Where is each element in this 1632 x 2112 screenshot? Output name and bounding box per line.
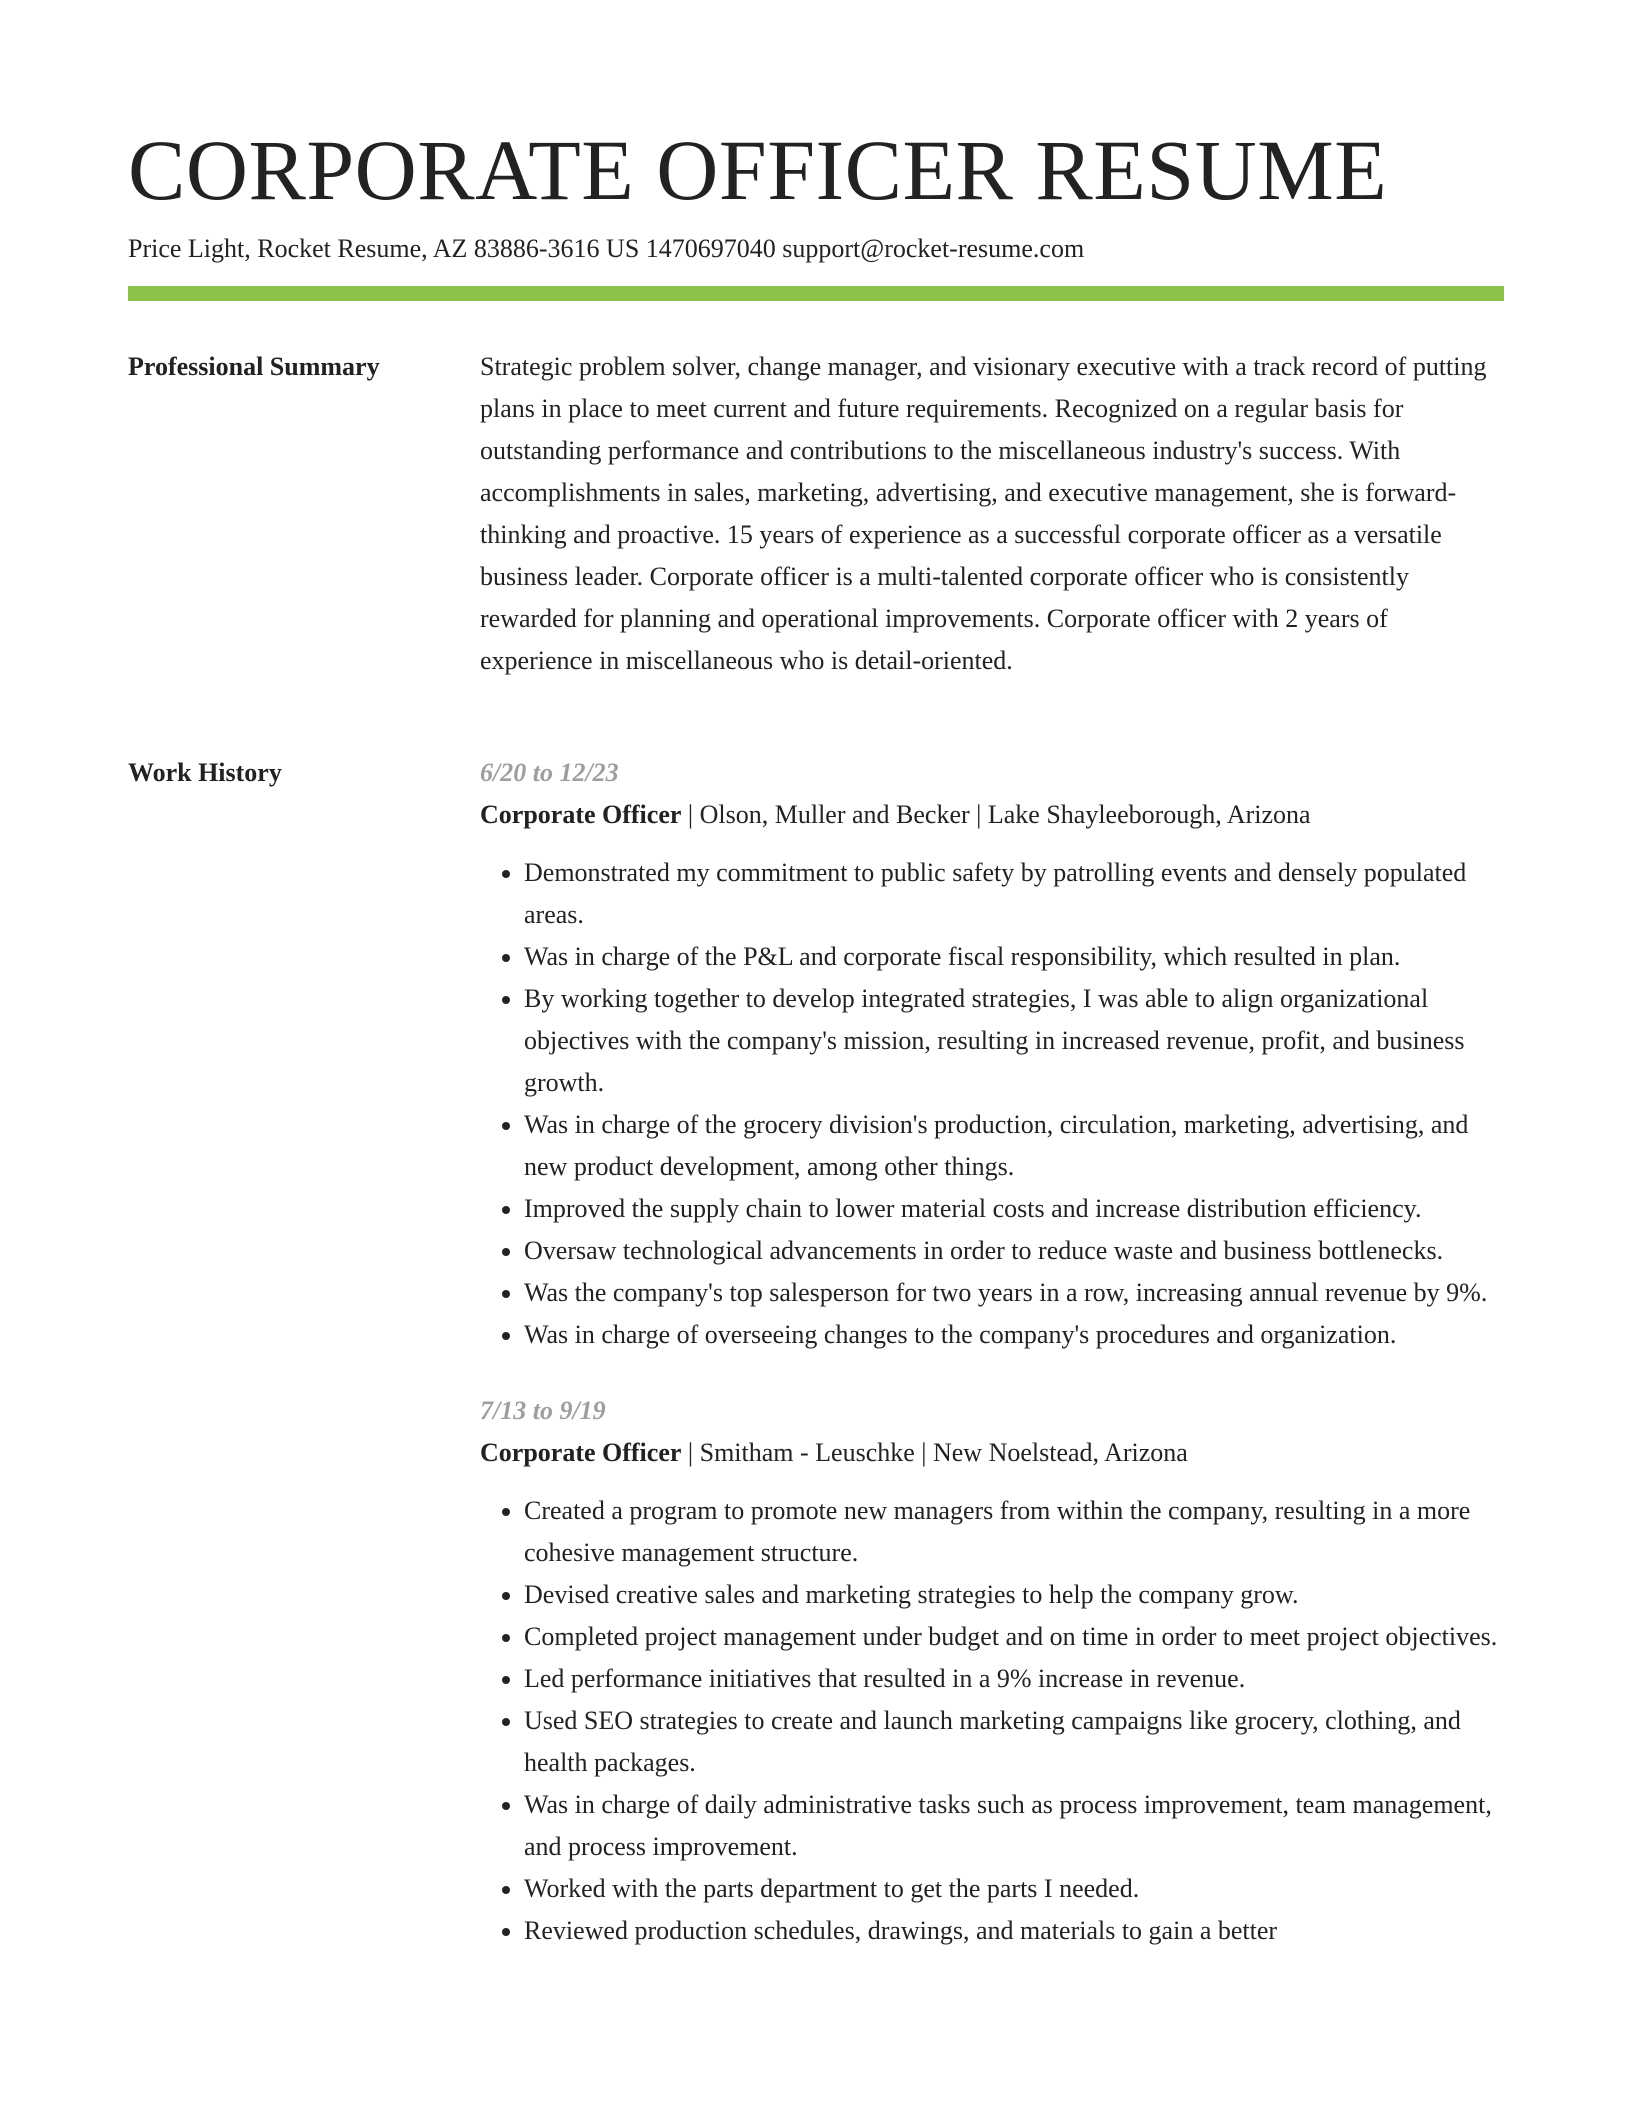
job-details: | Olson, Muller and Becker | Lake Shayleeborough, Arizona xyxy=(681,800,1311,829)
job-bullets xyxy=(480,852,1504,1356)
contact-line: Price Light, Rocket Resume, AZ 83886-3616 US 1470697040 support@rocket-resume.com xyxy=(128,234,1085,263)
job-entry xyxy=(480,752,1504,1356)
bullet-item: • Created a program to promote new managers from within the company, resulting in a more cohesive management structure. xyxy=(524,1490,1504,1574)
bullet-item: • Improved the supply chain to lower material costs and increase distribution efficiency. xyxy=(524,1188,1504,1230)
section-label-work-history: Work History xyxy=(128,758,282,787)
section-label-summary: Professional Summary xyxy=(128,352,380,381)
bullet-item: • Led performance initiatives that resulted in a 9% increase in revenue. xyxy=(524,1658,1504,1700)
bullet-item: • By working together to develop integrated strategies, I was able to align organizational objectives with the company's mission, resulting in increased revenue, profit, and business growth. xyxy=(524,978,1504,1104)
bullet-item: • Oversaw technological advancements in order to reduce waste and business bottlenecks. xyxy=(524,1230,1504,1272)
job-entry xyxy=(480,1390,1504,1952)
bullet-item: • Devised creative sales and marketing strategies to help the company grow. xyxy=(524,1574,1504,1616)
bullet-item: • Completed project management under budget and on time in order to meet project objectives. xyxy=(524,1616,1504,1658)
job-title: Corporate Officer xyxy=(480,1438,682,1467)
summary-body xyxy=(480,346,1504,682)
job-title: Corporate Officer xyxy=(480,800,682,829)
bullet-item: • Was in charge of the P&L and corporate fiscal responsibility, which resulted in plan. xyxy=(524,936,1504,978)
resume-title: CORPORATE OFFICER RESUME xyxy=(128,122,1388,218)
job-bullets xyxy=(480,1490,1504,1952)
accent-divider xyxy=(128,286,1504,301)
job-title-line xyxy=(480,794,1504,836)
job-details: | Smitham - Leuschke | New Noelstead, Arizona xyxy=(681,1438,1188,1467)
job-title-line xyxy=(480,1432,1504,1474)
job-dates: 6/20 to 12/23 xyxy=(480,758,619,787)
bullet-item: • Was the company's top salesperson for two years in a row, increasing annual revenue by 9%. xyxy=(524,1272,1504,1314)
bullet-item: • Was in charge of the grocery division's production, circulation, marketing, advertising, and new product development, among other things. xyxy=(524,1104,1504,1188)
summary-text: Strategic problem solver, change manager, and visionary executive with a track record of putting plans in place to meet current and future requirements. Recognized on a regular basis for outstanding performance and contributions to the miscellaneous industry's success. With accomplishments in sales, marketing, advertising, and executive management, she is forward-thinking and proactive. 15 years of experience as a successful corporate officer as a versatile business leader. Corporate officer is a multi-talented corporate officer who is consistently rewarded for planning and operational improvements. Corporate officer with 2 years of experience in miscellaneous who is detail-oriented. xyxy=(480,352,1487,675)
bullet-item: • Was in charge of overseeing changes to the company's procedures and organization. xyxy=(524,1314,1504,1356)
bullet-item: • Was in charge of daily administrative tasks such as process improvement, team management, and process improvement. xyxy=(524,1784,1504,1868)
work-history-body xyxy=(480,752,1504,1986)
bullet-item: • Demonstrated my commitment to public safety by patrolling events and densely populated areas. xyxy=(524,852,1504,936)
job-dates: 7/13 to 9/19 xyxy=(480,1396,606,1425)
bullet-item: • Used SEO strategies to create and launch marketing campaigns like grocery, clothing, and health packages. xyxy=(524,1700,1504,1784)
bullet-item: • Worked with the parts department to get the parts I needed. xyxy=(524,1868,1504,1910)
bullet-item: • Reviewed production schedules, drawings, and materials to gain a better xyxy=(524,1910,1504,1952)
